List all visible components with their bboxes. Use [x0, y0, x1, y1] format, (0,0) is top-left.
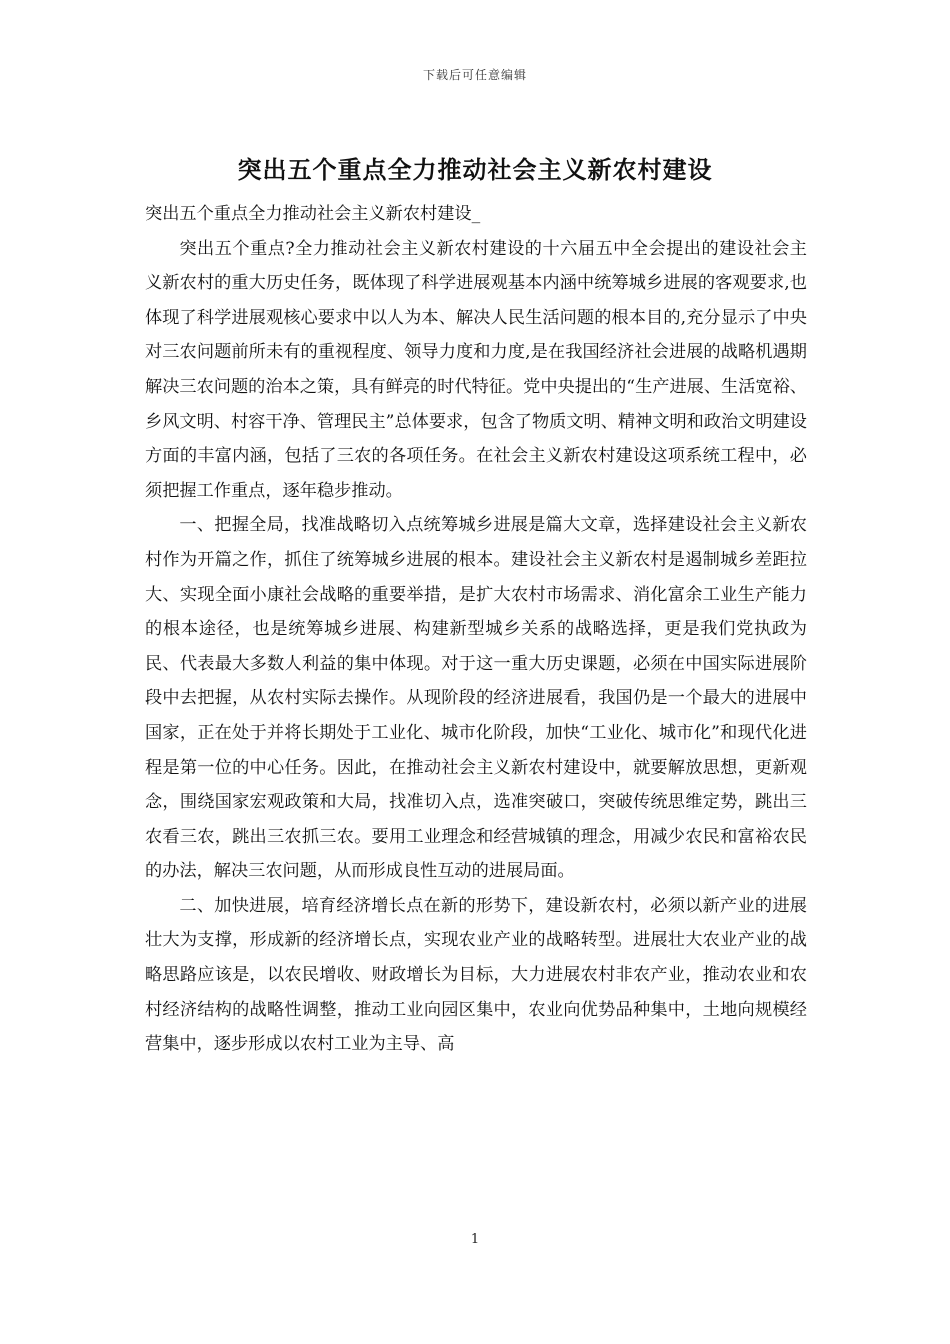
- body-paragraph-1: 突出五个重点?全力推动社会主义新农村建设的十六届五中全会提出的建设社会主义新农村的重大历史任务，既体现了科学进展观基本内涵中统筹城乡进展的客观要求,也体现了科学进展观核心要求中以人为本、解决人民生活问题的根本目的,充分显示了中央对三农问题前所未有的重视程度、领导力度和力度,是在我国经济社会进展的战略机遇期解决三农问题的治本之策，具有鲜亮的时代特征。党中央提出的“生产进展、生活宽裕、乡风文明、村容干净、管理民主”总体要求，包含了物质文明、精神文明和政治文明建设方面的丰富内涵，包括了三农的各项任务。在社会主义新农村建设这项系统工程中，必须把握工作重点，逐年稳步推动。: [145, 238, 807, 501]
- page-number: 1: [470, 1232, 480, 1247]
- body-paragraph-2: 一、把握全局，找准战略切入点统筹城乡进展是篇大文章，选择建设社会主义新农村作为开篇之作，抓住了统筹城乡进展的根本。建设社会主义新农村是遏制城乡差距拉大、实现全面小康社会战略的重要举措，是扩大农村市场需求、消化富余工业生产能力的根本途径，也是统筹城乡进展、构建新型城乡关系的战略选择，更是我们党执政为民、代表最大多数人利益的集中体现。对于这一重大历史课题，必须在中国实际进展阶段中去把握，从农村实际去操作。从现阶段的经济进展看，我国仍是一个最大的进展中国家，正在处于并将长期处于工业化、城市化阶段，加快“工业化、城市化”和现代化进程是第一位的中心任务。因此，在推动社会主义新农村建设中，就要解放思想，更新观念，围绕国家宏观政策和大局，找准切入点，选准突破口，突破传统思维定势，跳出三农看三农，跳出三农抓三农。要用工业理念和经营城镇的理念，用减少农民和富裕农民的办法，解决三农问题，从而形成良性互动的进展局面。: [145, 515, 807, 882]
- body-paragraph-3: 二、加快进展，培育经济增长点在新的形势下，建设新农村，必须以新产业的进展壮大为支撑，形成新的经济增长点，实现农业产业的战略转型。进展壮大农业产业的战略思路应该是，以农民增收、财政增长为目标，大力进展农村非农产业，推动农业和农村经济结构的战略性调整，推动工业向园区集中，农业向优势品种集中，土地向规模经营集中，逐步形成以农村工业为主导、高: [145, 895, 807, 1055]
- document-subtitle: 突出五个重点全力推动社会主义新农村建设_: [145, 204, 481, 224]
- header-note: 下载后可任意编辑: [422, 68, 527, 82]
- document-title: 突出五个重点全力推动社会主义新农村建设: [237, 155, 713, 184]
- document-body: [145, 197, 807, 1062]
